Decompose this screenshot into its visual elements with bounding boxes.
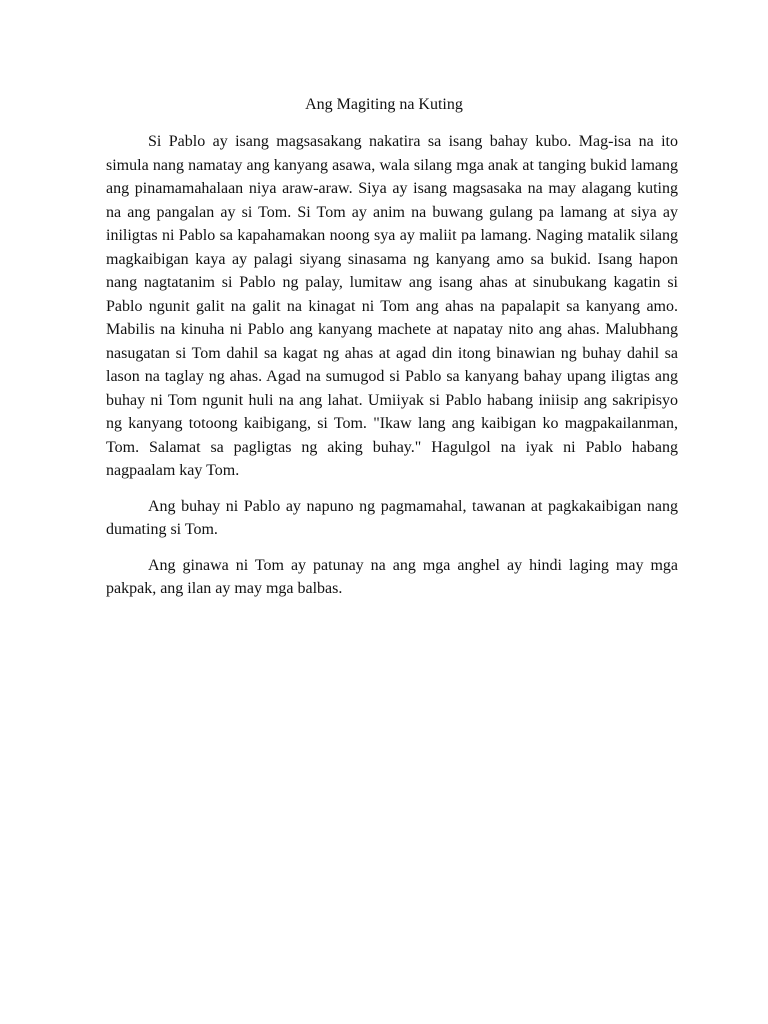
paragraph-1: Si Pablo ay isang magsasakang nakatira sa isang bahay kubo. Mag-isa na ito simula nang namatay ang kanyang asawa, wala silang mga anak at tanging bukid lamang ang pinamamahalaan niya araw-araw. Siya ay isang magsasaka na may alagang kuting na ang pangalan ay si Tom. Si Tom ay anim na buwang gulang pa lamang at siya ay iniligtas ni Pablo sa kapahamakan noong sya ay maliit pa lamang. Naging matalik silang magkaibigan kaya ay palagi siyang sinasama ng kanyang amo sa bukid. Isang hapon nang nagtatanim si Pablo ng palay, lumitaw ang isang ahas at sinubukang kagatin si Pablo ngunit galit na galit na kinagat ni Tom ang ahas na papalapit sa kanyang amo. Mabilis na kinuha ni Pablo ang kanyang machete at napatay nito ang ahas. Malubhang nasugatan si Tom dahil sa kagat ng ahas at agad din itong binawian ng buhay dahil sa lason na taglay ng ahas. Agad na sumugod si Pablo sa kanyang bahay upang iligtas ang buhay ni Tom ngunit huli na ang lahat. Umiiyak si Pablo habang iniisip ang sakripisyo ng kanyang totoong kaibigang, si Tom. "Ikaw lang ang kaibigan ko magpakailanman, Tom. Salamat sa pagligtas ng aking buhay." Hagulgol na iyak ni Pablo habang nagpaalam kay Tom. <box>106 133 678 479</box>
paragraph-2: Ang buhay ni Pablo ay napuno ng pagmamahal, tawanan at pagkakaibigan nang dumating si Tom. <box>106 497 678 538</box>
document-title: Ang Magiting na Kuting <box>305 96 463 113</box>
document-body <box>106 130 678 613</box>
paragraph-3: Ang ginawa ni Tom ay patunay na ang mga anghel ay hindi laging may mga pakpak, ang ilan ay may mga balbas. <box>106 556 678 597</box>
